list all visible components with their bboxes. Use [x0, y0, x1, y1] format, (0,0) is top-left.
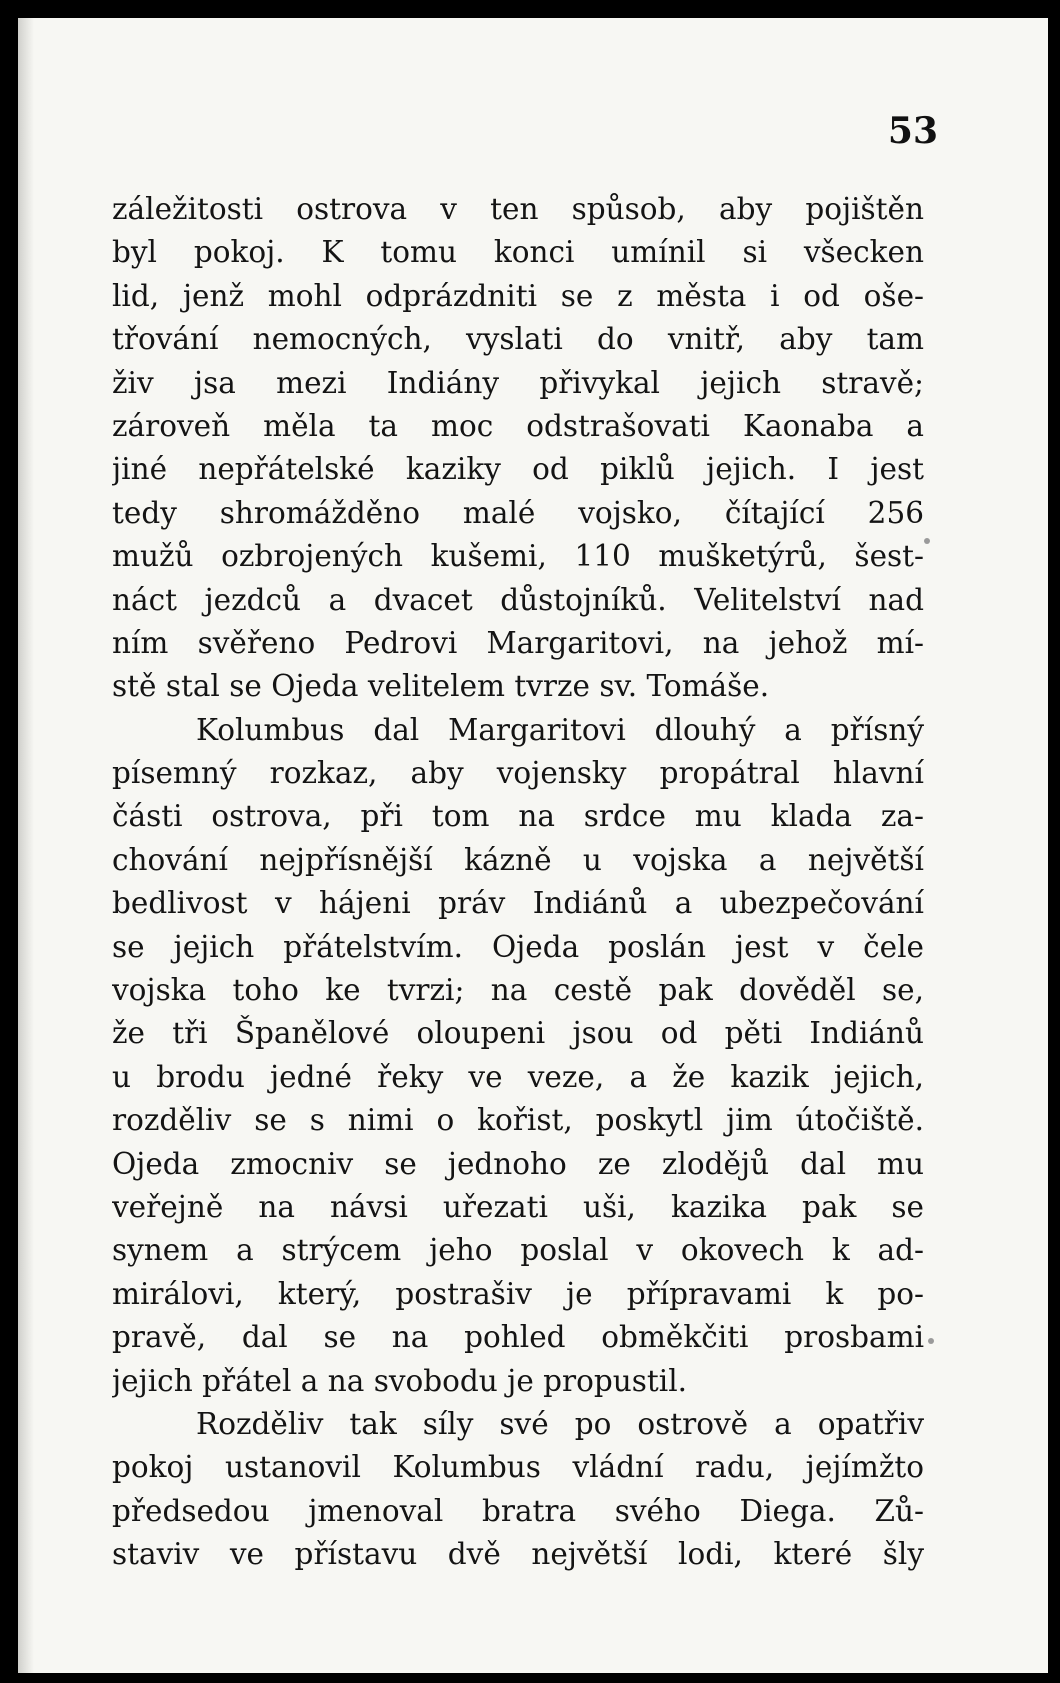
text-line: bedlivost v hájeni práv Indiánů a ubezpečování [112, 886, 924, 921]
text-line: synem a strýcem jeho poslal v okovech k ad- [112, 1233, 924, 1268]
text-line: záležitosti ostrova v ten spůsob, aby pojištěn [112, 192, 924, 226]
text-line: vojska toho ke tvrzi; na cestě pak dověděl se, [112, 973, 924, 1008]
text-line: jejich přátel a na svobodu je propustil. [112, 1363, 688, 1398]
text-line: mirálovi, který, postrašiv je přípravami k po- [112, 1276, 924, 1311]
text-line: u brodu jedné řeky ve veze, a že kazik jejich, [112, 1059, 924, 1094]
text-line: pokoj ustanovil Kolumbus vládní radu, jejímžto [112, 1450, 924, 1485]
paper-speck [924, 538, 930, 544]
text-line: chování nejpřísnější kázně u vojska a největší [112, 842, 924, 877]
text-line: Ojeda zmocniv se jednoho ze zlodějů dal mu [112, 1146, 924, 1181]
text-line: ním svěřeno Pedrovi Margaritovi, na jehož mí- [112, 625, 924, 660]
text-line: veřejně na návsi uřezati uši, kazika pak se [112, 1189, 924, 1224]
binding-edge-shadow [18, 18, 34, 1673]
page-sheet [18, 18, 1048, 1673]
text-line: lid, jenž mohl odprázdniti se z města i od oše- [112, 278, 924, 313]
text-line: mužů ozbrojených kušemi, 110 mušketýrů, šest- [112, 539, 924, 574]
text-line: byl pokoj. K tomu konci umínil si všecken [112, 235, 924, 270]
body-text [112, 188, 924, 1577]
text-line: Kolumbus dal Margaritovi dlouhý a přísný [196, 712, 924, 747]
text-line: Rozděliv tak síly své po ostrově a opatřiv [196, 1406, 924, 1441]
text-line: rozděliv se s nimi o kořist, poskytl jim útočiště. [112, 1103, 924, 1138]
text-line: tedy shromážděno malé vojsko, čítající 256 [112, 495, 924, 530]
text-line: živ jsa mezi Indiány přivykal jejich stravě; [112, 365, 924, 400]
text-line: jiné nepřátelské kaziky od piklů jejich. I jest [112, 452, 924, 487]
text-line: předsedou jmenoval bratra svého Diega. Zů- [112, 1493, 924, 1528]
paper-speck [928, 1338, 934, 1344]
text-line: pravě, dal se na pohled obměkčiti prosbami [112, 1320, 924, 1355]
text-line: že tři Španělové oloupeni jsou od pěti Indiánů [112, 1016, 924, 1051]
text-line: písemný rozkaz, aby vojensky propátral hlavní [112, 756, 924, 791]
text-line: stě stal se Ojeda velitelem tvrze sv. Tomáše. [112, 669, 770, 704]
text-line: náct jezdců a dvacet důstojníků. Velitelství nad [112, 582, 924, 617]
text-line: staviv ve přístavu dvě největší lodi, které šly [112, 1537, 924, 1572]
page-number: 53 [887, 110, 938, 152]
text-line: třování nemocných, vyslati do vnitř, aby tam [112, 322, 924, 357]
text-line: zároveň měla ta moc odstrašovati Kaonaba a [112, 408, 924, 443]
text-line: části ostrova, při tom na srdce mu klada za- [112, 799, 924, 834]
text-line: se jejich přátelstvím. Ojeda poslán jest v čele [112, 929, 924, 964]
